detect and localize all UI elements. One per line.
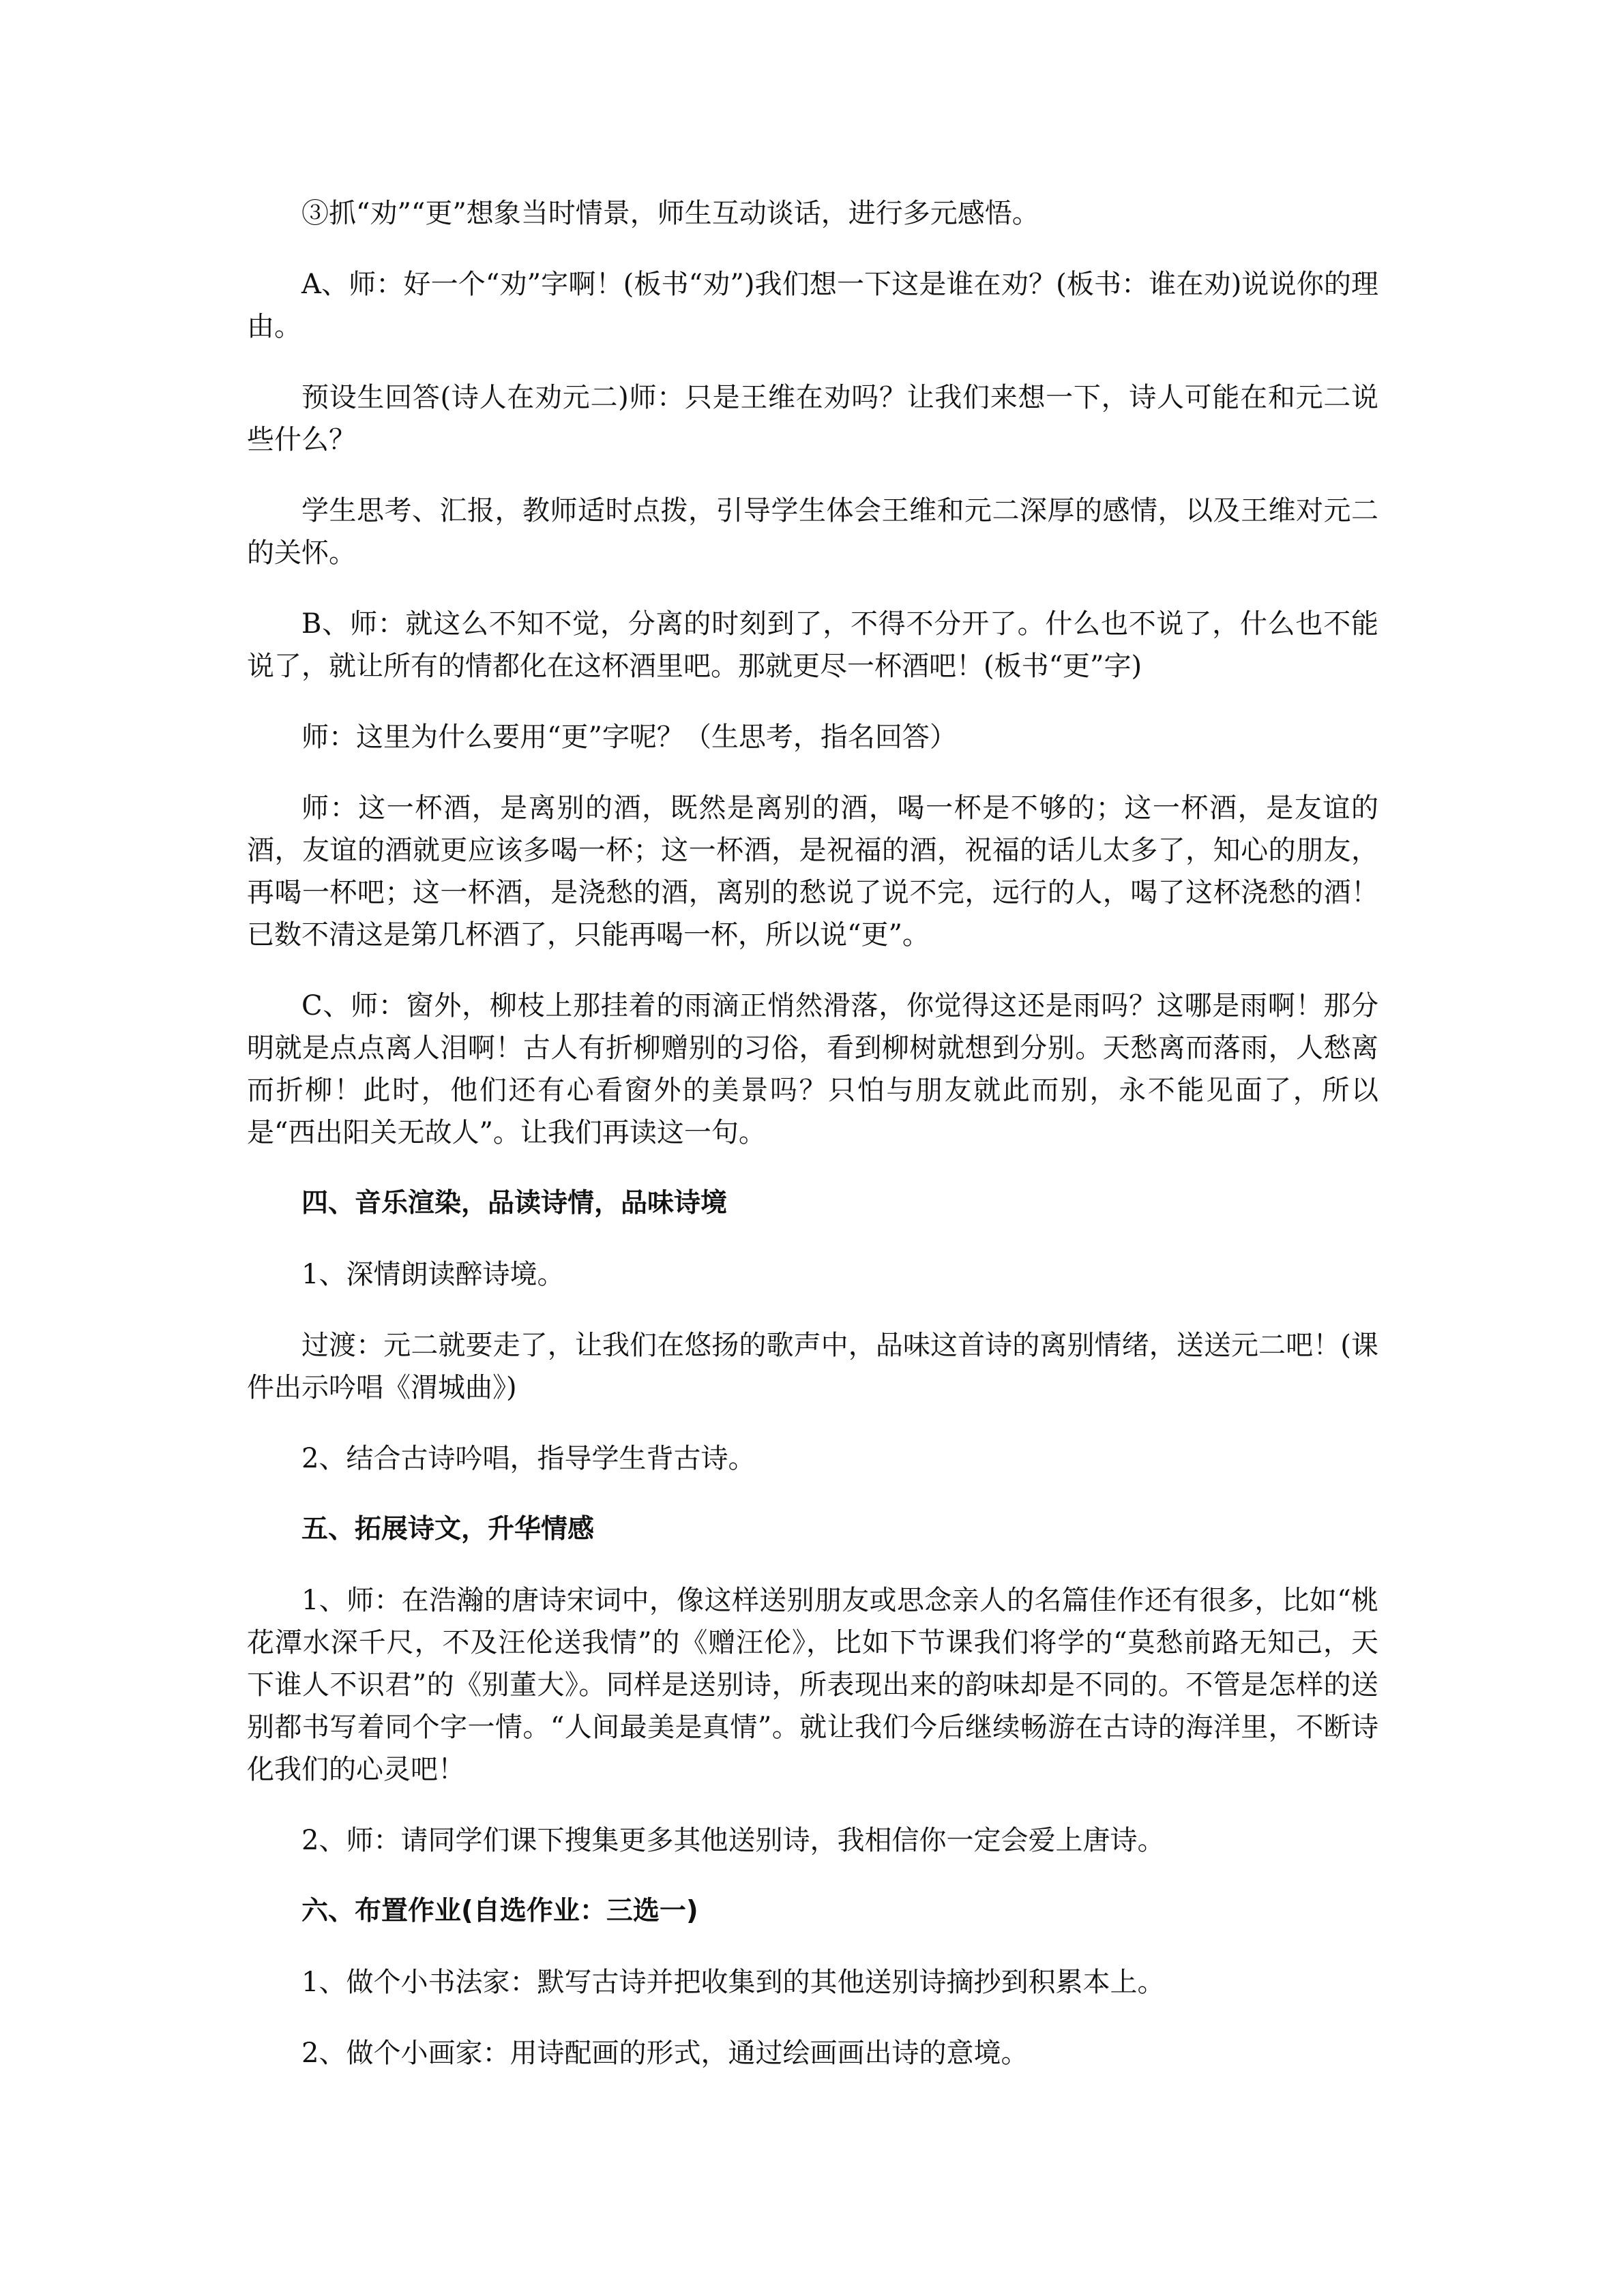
paragraph: A、师：好一个“劝”字啊！(板书“劝”)我们想一下这是谁在劝？(板书：谁在劝)说说你的理由。	[247, 269, 1378, 342]
paragraph: 1、师：在浩瀚的唐诗宋词中，像这样送别朋友或思念亲人的名篇佳作还有很多，比如“桃花潭水深千尺，不及汪伦送我情”的《赠汪伦》，比如下节课我们将学的“莫愁前路无知己，天下谁人不识君”的《别董大》。同样是送别诗，所表现出来的韵味却是不同的。不管是怎样的送别都书写着同个字一情。“人间最美是真情”。就让我们今后继续畅游在古诗的海洋里，不断诗化我们的心灵吧！	[247, 1585, 1378, 1785]
paragraph: C、师：窗外，柳枝上那挂着的雨滴正悄然滑落，你觉得这还是雨吗？这哪是雨啊！那分明就是点点离人泪啊！古人有折柳赠别的习俗，看到柳树就想到分别。天愁离而落雨，人愁离而折柳！此时，他们还有心看窗外的美景吗？只怕与朋友就此而别，永不能见面了，所以是“西出阳关无故人”。让我们再读这一句。	[247, 990, 1378, 1148]
paragraph: 1、深情朗读醉诗境。	[301, 1259, 565, 1290]
paragraph: ③抓“劝”“更”想象当时情景，师生互动谈话，进行多元感悟。	[301, 198, 1039, 229]
paragraph: 2、师：请同学们课下搜集更多其他送别诗，我相信你一定会爱上唐诗。	[301, 1825, 1165, 1856]
paragraph: 2、做个小画家：用诗配画的形式，通过绘画画出诗的意境。	[301, 2038, 1029, 2069]
paragraph: 师：这一杯酒，是离别的酒，既然是离别的酒，喝一杯是不够的；这一杯酒，是友谊的酒，友谊的酒就更应该多喝一杯；这一杯酒，是祝福的酒，祝福的话儿太多了，知心的朋友，再喝一杯吧；这一杯酒，是浇愁的酒，离别的愁说了说不完，远行的人，喝了这杯浇愁的酒！已数不清这是第几杯酒了，只能再喝一杯，所以说“更”。	[247, 792, 1378, 951]
section-heading: 四、音乐渲染，品读诗情，品味诗境	[301, 1188, 728, 1219]
paragraph: 1、做个小书法家：默写古诗并把收集到的其他送别诗摘抄到积累本上。	[301, 1967, 1165, 1998]
paragraph: 预设生回答(诗人在劝元二)师：只是王维在劝吗？让我们来想一下，诗人可能在和元二说些什么？	[247, 382, 1378, 456]
paragraph: 师：这里为什么要用“更”字呢？（生思考，指名回答）	[301, 721, 957, 753]
paragraph: 过渡：元二就要走了，让我们在悠扬的歌声中，品味这首诗的离别情绪，送送元二吧！(课件出示吟唱《渭城曲》)	[247, 1330, 1378, 1403]
paragraph: 学生思考、汇报，教师适时点拨，引导学生体会王维和元二深厚的感情，以及王维对元二的关怀。	[247, 495, 1378, 569]
section-heading: 五、拓展诗文，升华情感	[301, 1514, 595, 1545]
paragraph: B、师：就这么不知不觉，分离的时刻到了，不得不分开了。什么也不说了，什么也不能说了，就让所有的情都化在这杯酒里吧。那就更尽一杯酒吧！(板书“更”字)	[247, 608, 1378, 682]
section-heading: 六、布置作业(自选作业：三选一)	[301, 1896, 698, 1926]
paragraph: 2、结合古诗吟唱，指导学生背古诗。	[301, 1443, 756, 1474]
